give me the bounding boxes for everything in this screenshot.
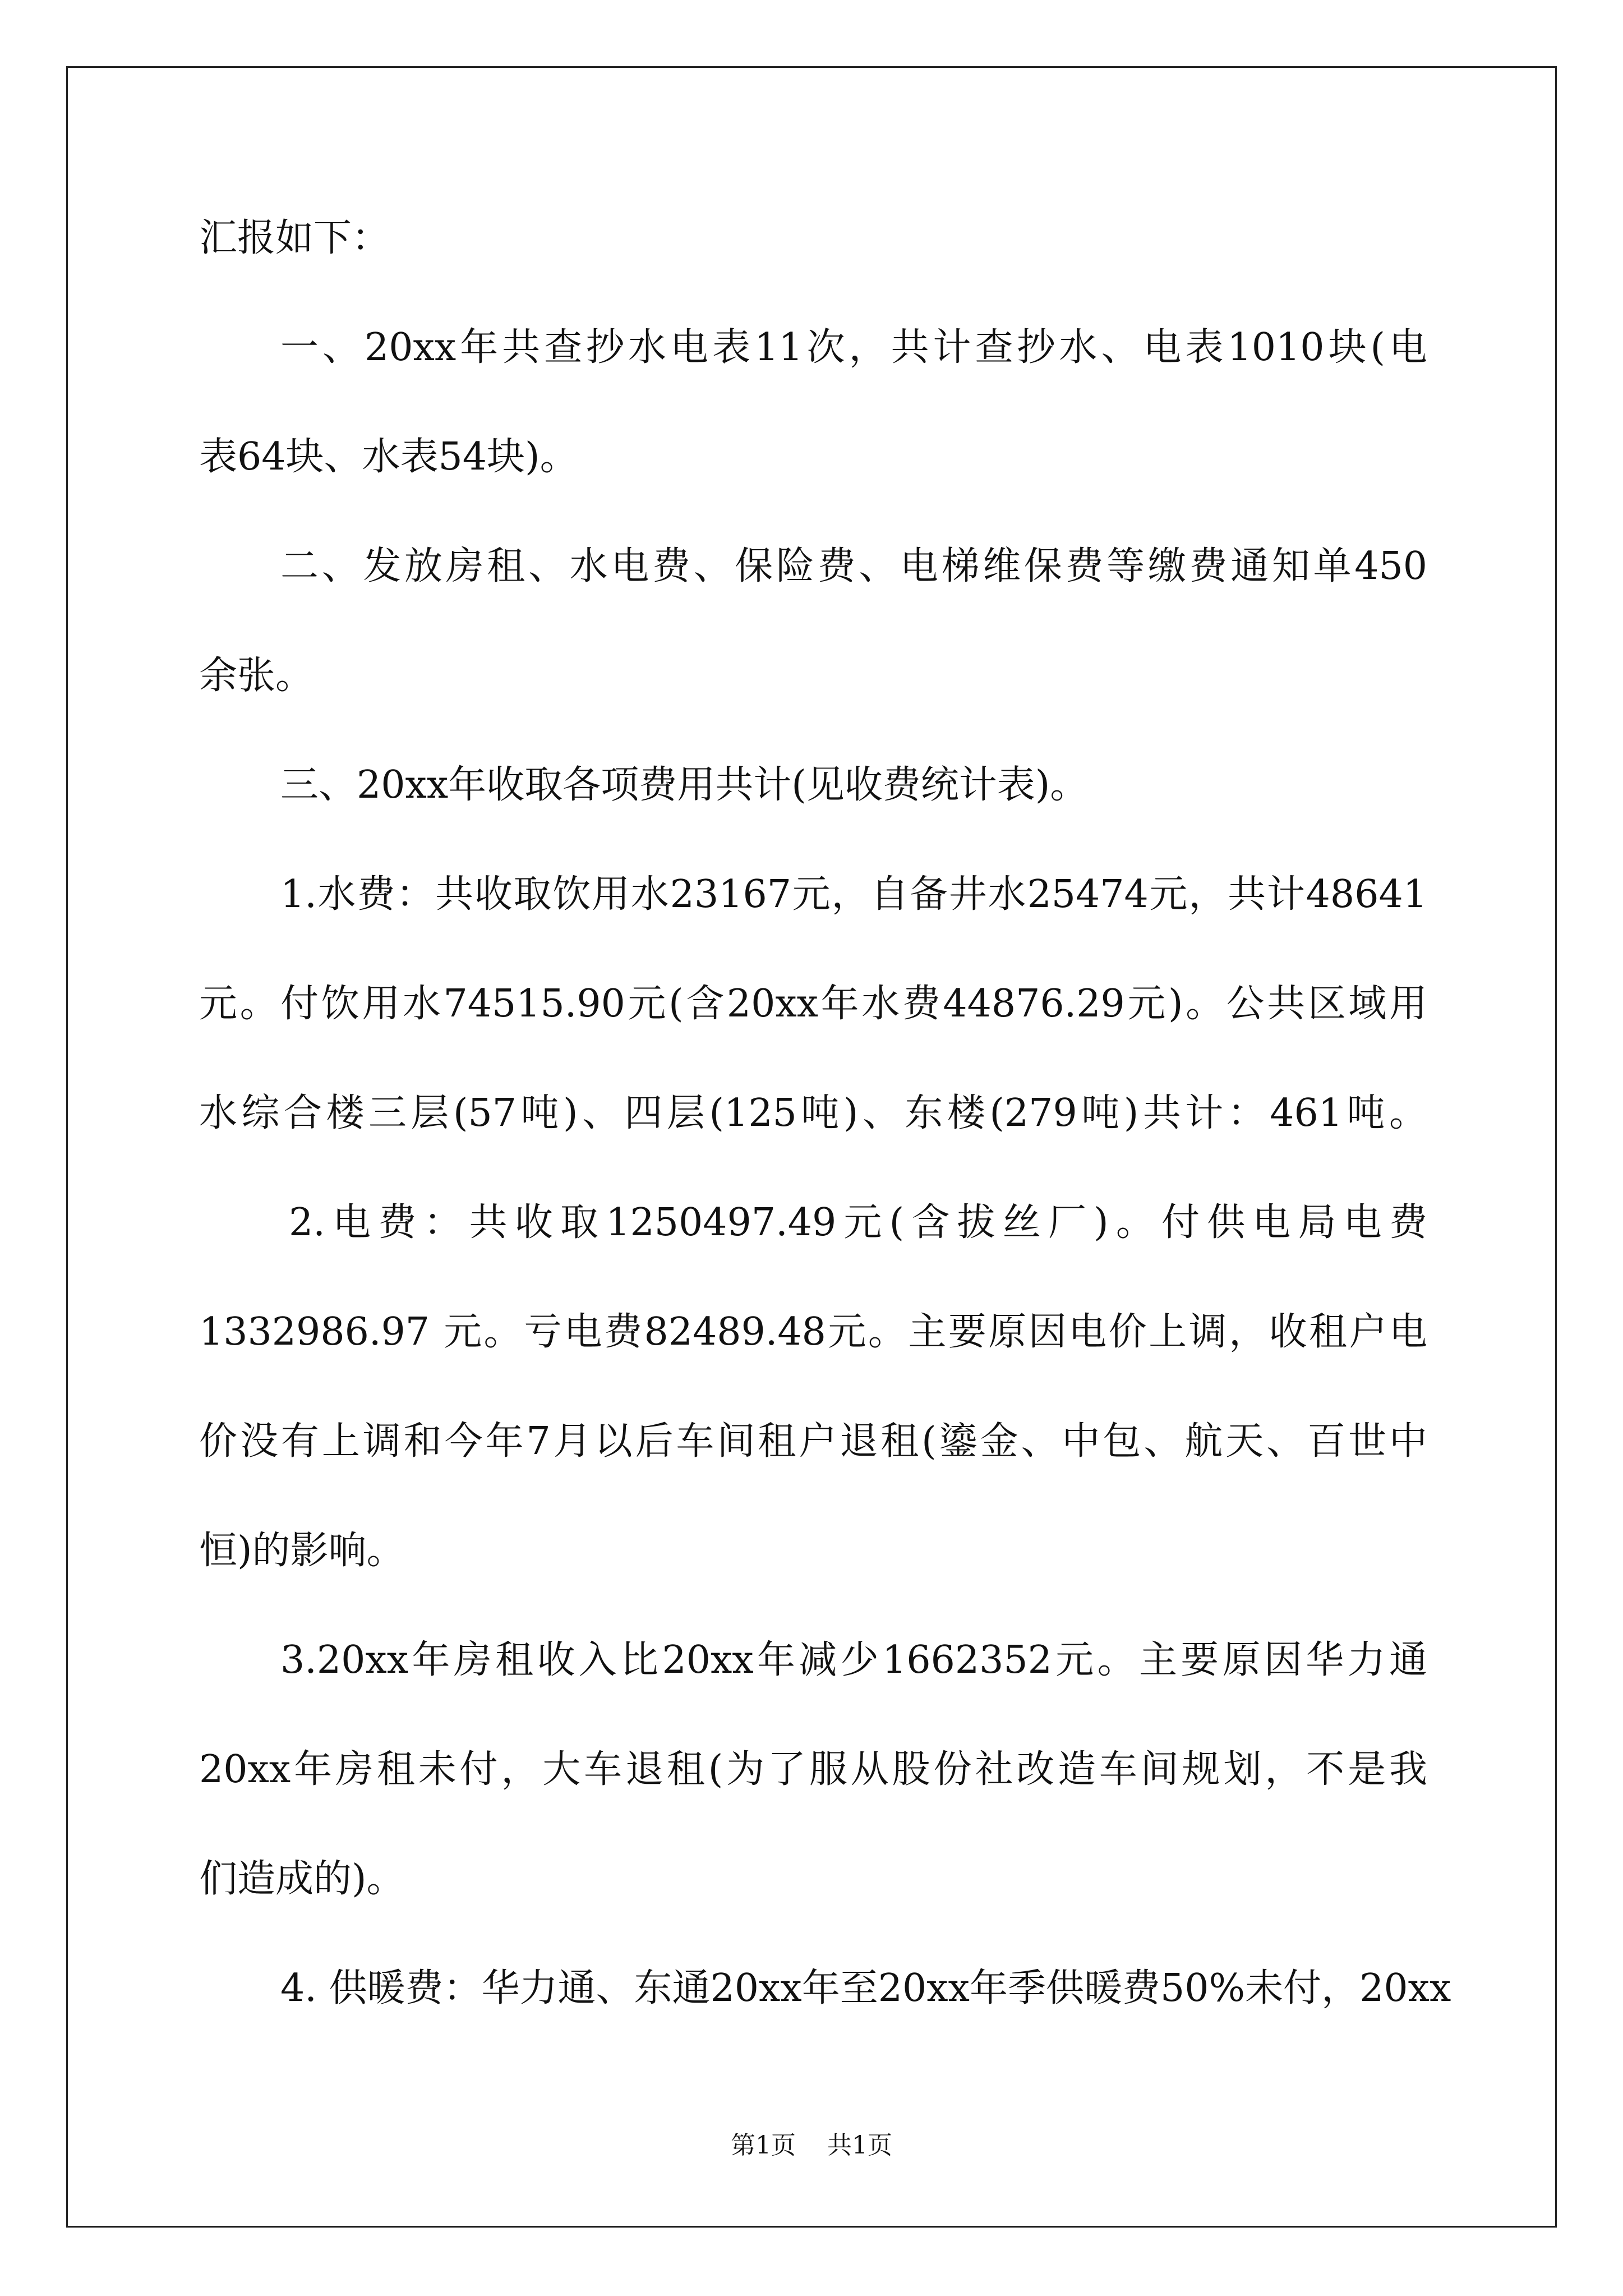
- text-line: 三、20xx年收取各项费用共计(见收费统计表)。: [280, 763, 1089, 807]
- text-line: 水综合楼三层(57吨)、四层(125吨)、东楼(279吨)共计：461吨。: [199, 1091, 1427, 1135]
- text-line: 一、20xx年共查抄水电表11次，共计查抄水、电表1010块(电: [280, 325, 1427, 370]
- text-line: 二、发放房租、水电费、保险费、电梯维保费等缴费通知单450: [280, 544, 1427, 588]
- page-total: 共1页: [827, 2131, 892, 2160]
- text-line: 20xx年房租未付，大车退租(为了服从股份社改造车间规划，不是我: [199, 1747, 1427, 1792]
- text-line: 元。付饮用水74515.90元(含20xx年水费44876.29元)。公共区域用: [199, 982, 1427, 1026]
- text-line: 表64块、水表54块)。: [199, 435, 578, 479]
- text-line: 汇报如下：: [199, 216, 390, 260]
- text-line: 余张。: [199, 654, 314, 698]
- text-line: 1332986.97 元。亏电费82489.48元。主要原因电价上调，收租户电: [199, 1310, 1427, 1354]
- page-footer: [0, 2129, 1623, 2162]
- text-line: 1.水费：共收取饮用水23167元，自备井水25474元，共计48641: [280, 872, 1427, 917]
- text-line: 3.20xx年房租收入比20xx年减少1662352元。主要原因华力通: [280, 1638, 1427, 1682]
- text-line: 们造成的)。: [199, 1857, 405, 1901]
- text-line: 4. 供暖费：华力通、东通20xx年至20xx年季供暖费50%未付，20xx: [280, 1966, 1451, 2010]
- text-line: 恒)的影响。: [199, 1529, 405, 1573]
- text-line: 价没有上调和今年7月以后车间租户退租(鎏金、中包、航天、百世中: [199, 1419, 1427, 1464]
- text-line: 2.电费：共收取1250497.49元(含拔丝厂)。付供电局电费: [289, 1200, 1427, 1245]
- page-number: 第1页: [731, 2131, 796, 2160]
